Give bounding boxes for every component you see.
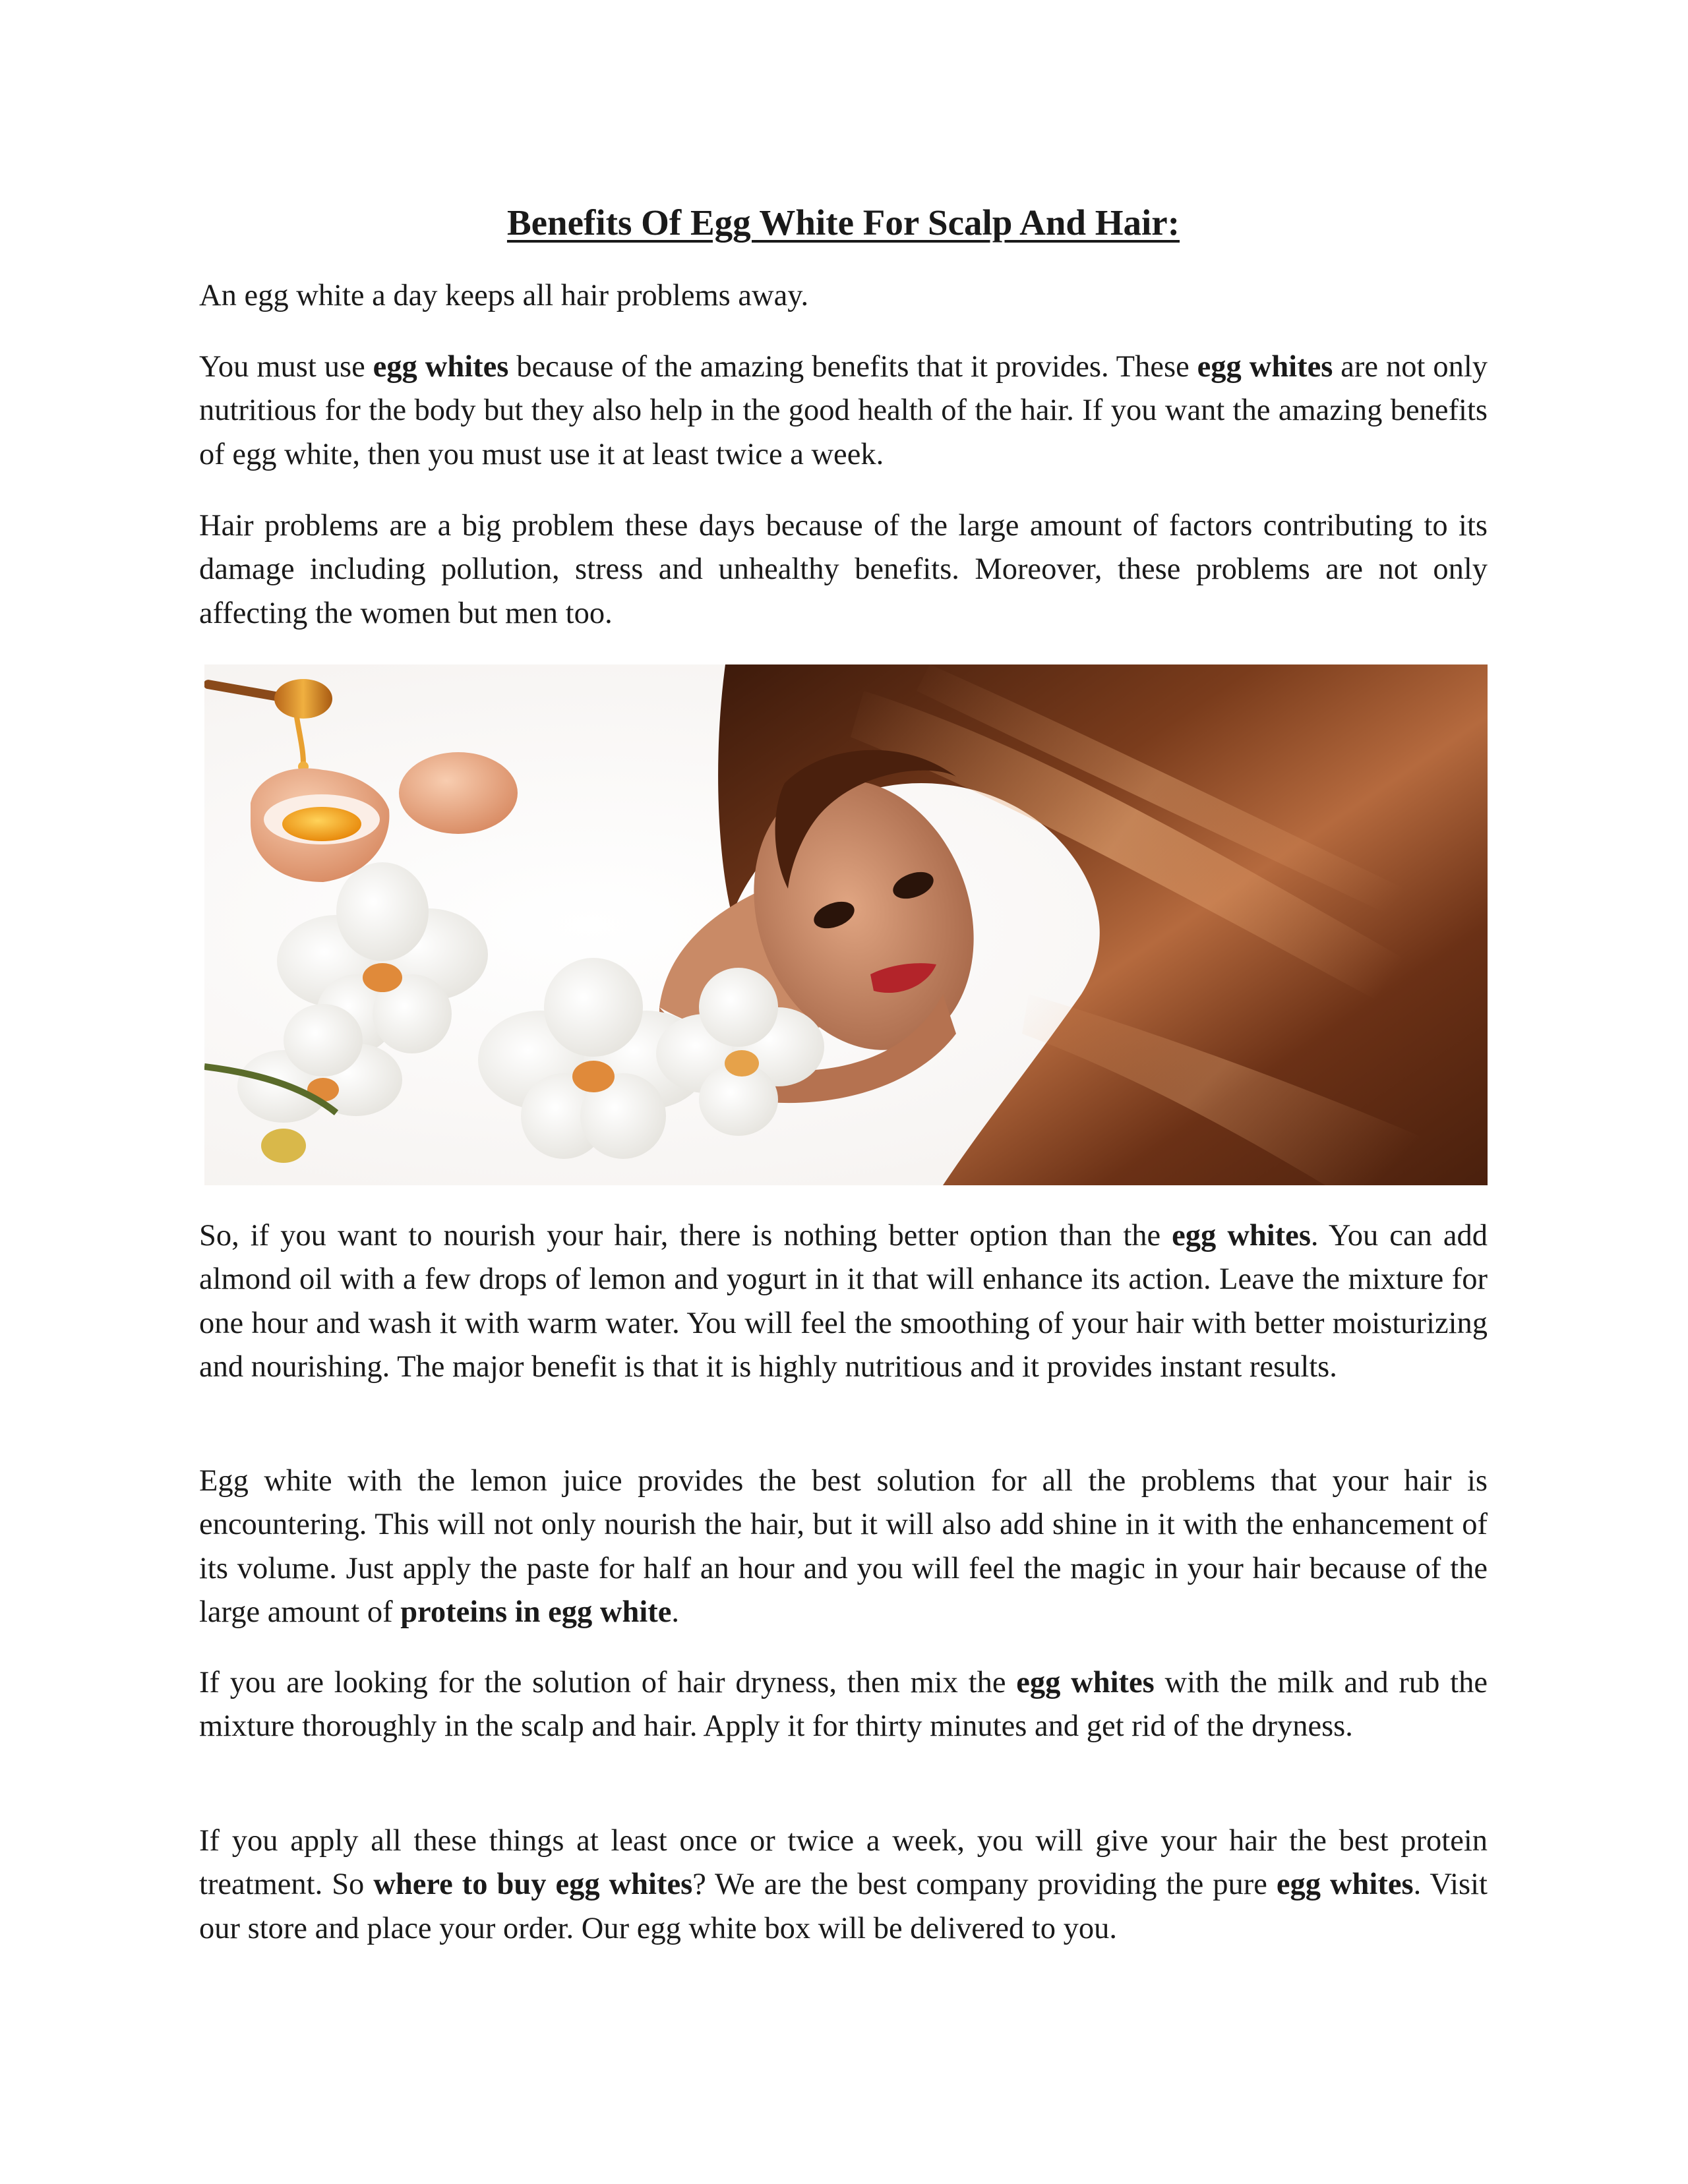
paragraph-5 [199,1661,1488,1749]
paragraph-1 [199,345,1488,477]
bold-text: egg whites [373,350,509,384]
bold-text: proteins in egg white [400,1595,672,1629]
bold-text: egg whites [1016,1666,1155,1699]
intro-paragraph: An egg white a day keeps all hair problems away. [199,279,809,312]
text-run: . You can add almond oil with a few drops of lemon and yogurt in it that will enhance its action. Leave the mixture for one hour and wash it with warm water. You will feel the smoothing of your hair with better moisturizing and nourishing. The major benefit is that it is highly nutritious and it provides instant results. [199,1219,1488,1384]
bold-text: where to buy egg whites [373,1868,693,1902]
text-run: because of the amazing benefits that it provides. These [508,350,1197,384]
text-run: If you apply all these things at least once or twice a week, you will give your hair the best protein treatment. So [199,1824,1488,1902]
text-run: . Visit our store and place your order. Our egg white box will be delivered to you. [199,1868,1488,1945]
bold-text: egg whites [1172,1219,1311,1253]
text-run: Egg white with the lemon juice provides the best solution for all the problems that your hair is encountering. This will not only nourish the hair, but it will also add shine in it with the enhancement of its volume. Just apply the paste for half an hour and you will feel the magic in your hair because of the large amount of [199,1464,1488,1629]
text-run: with the milk and rub the mixture thoroughly in the scalp and hair. Apply it for thirty minutes and get rid of the dryness. [199,1666,1488,1744]
text-run: So, if you want to nourish your hair, there is nothing better option than the [199,1219,1172,1253]
hair-egg-photo [204,664,1488,1185]
text-run: ? We are the best company providing the pure [692,1868,1277,1902]
bold-text: egg whites [1276,1868,1414,1902]
bold-text: egg whites [1197,350,1333,384]
photo-illustration [204,664,1488,1185]
page-title: Benefits Of Egg White For Scalp And Hair: [506,202,1180,243]
paragraph-4 [199,1460,1488,1634]
text-run: You must use [199,350,373,384]
paragraph-2: Hair problems are a big problem these days because of the large amount of factors contributing to its damage including pollution, stress and unhealthy benefits. Moreover, these problems are not only affecting the women but men too. [199,509,1488,630]
paragraph-6 [199,1819,1488,1951]
text-run: . [671,1595,680,1629]
paragraph-3 [199,1214,1488,1389]
text-run: If you are looking for the solution of hair dryness, then mix the [199,1666,1017,1699]
text-run: are not only nutritious for the body but they also help in the good health of the hair. If you want the amazing benefits of egg white, then you must use it at least twice a week. [199,350,1488,471]
